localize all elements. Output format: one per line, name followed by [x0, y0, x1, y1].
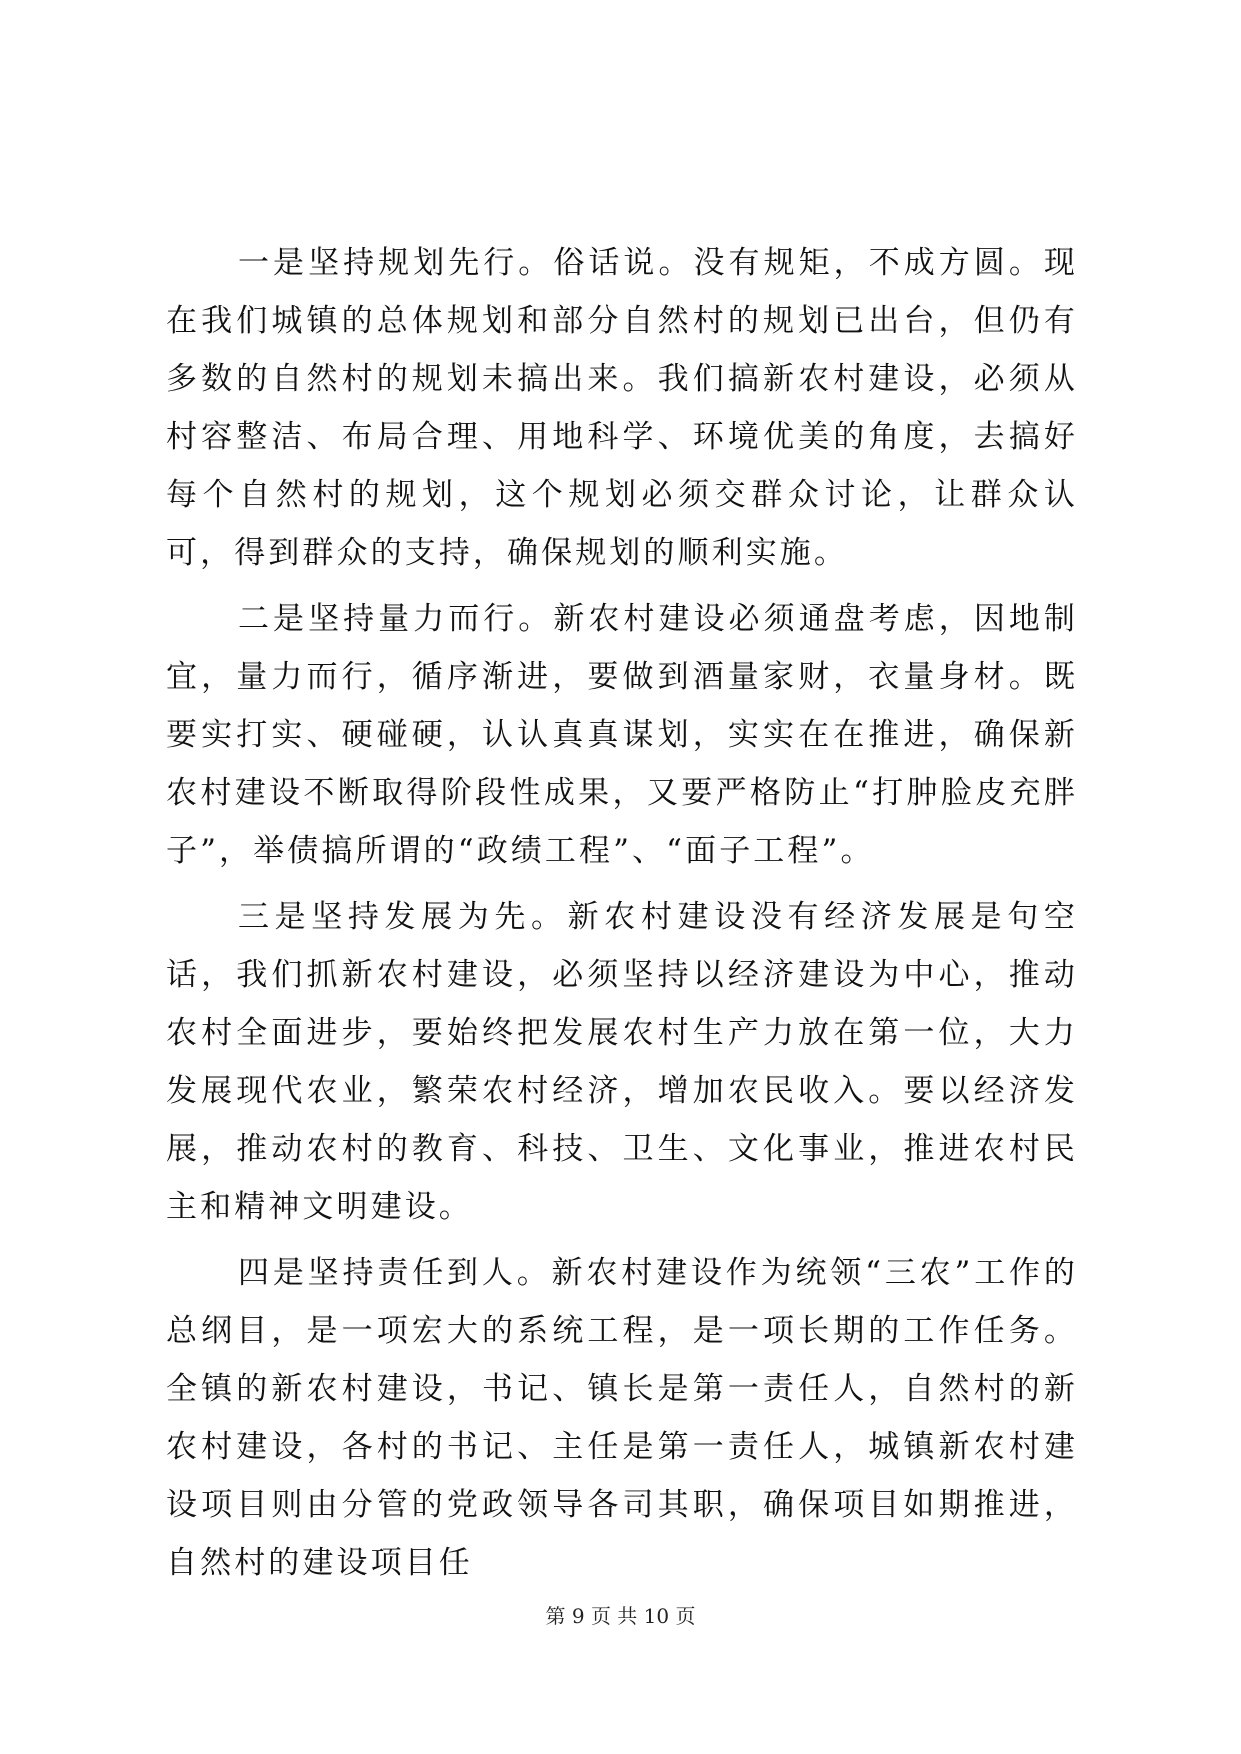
paragraph-responsibility: 四是坚持责任到人。新农村建设作为统领“三农”工作的总纲目，是一项宏大的系统工程，是一项长期的工作任务。全镇的新农村建设，书记、镇长是第一责任人，自然村的新农村建设，各村的书记、主任是第一责任人，城镇新农村建设项目则由分管的党政领导各司其职，确保项目如期推进，自然村的建设项目任 — [166, 1255, 1078, 1581]
paragraph-planning-first: 一是坚持规划先行。俗话说。没有规矩，不成方圆。现在我们城镇的总体规划和部分自然村的规划已出台，但仍有多数的自然村的规划未搞出来。我们搞新农村建设，必须从村容整洁、布局合理、用地科学、环境优美的角度，去搞好每个自然村的规划，这个规划必须交群众讨论，让群众认可，得到群众的支持，确保规划的顺利实施。 — [166, 245, 1078, 571]
page-number-footer: 第 9 页 共 10 页 — [545, 1604, 696, 1628]
document-body — [166, 234, 1078, 1592]
paragraph-development-first: 三是坚持发展为先。新农村建设没有经济发展是句空话，我们抓新农村建设，必须坚持以经济建设为中心，推动农村全面进步，要始终把发展农村生产力放在第一位，大力发展现代农业，繁荣农村经济，增加农民收入。要以经济发展，推动农村的教育、科技、卫生、文化事业，推进农村民主和精神文明建设。 — [166, 899, 1078, 1225]
paragraph-within-means: 二是坚持量力而行。新农村建设必须通盘考虑，因地制宜，量力而行，循序渐进，要做到酒量家财，衣量身材。既要实打实、硬碰硬，认认真真谋划，实实在在推进，确保新农村建设不断取得阶段性成果，又要严格防止“打肿脸皮充胖子”，举债搞所谓的“政绩工程”、“面子工程”。 — [166, 601, 1078, 869]
